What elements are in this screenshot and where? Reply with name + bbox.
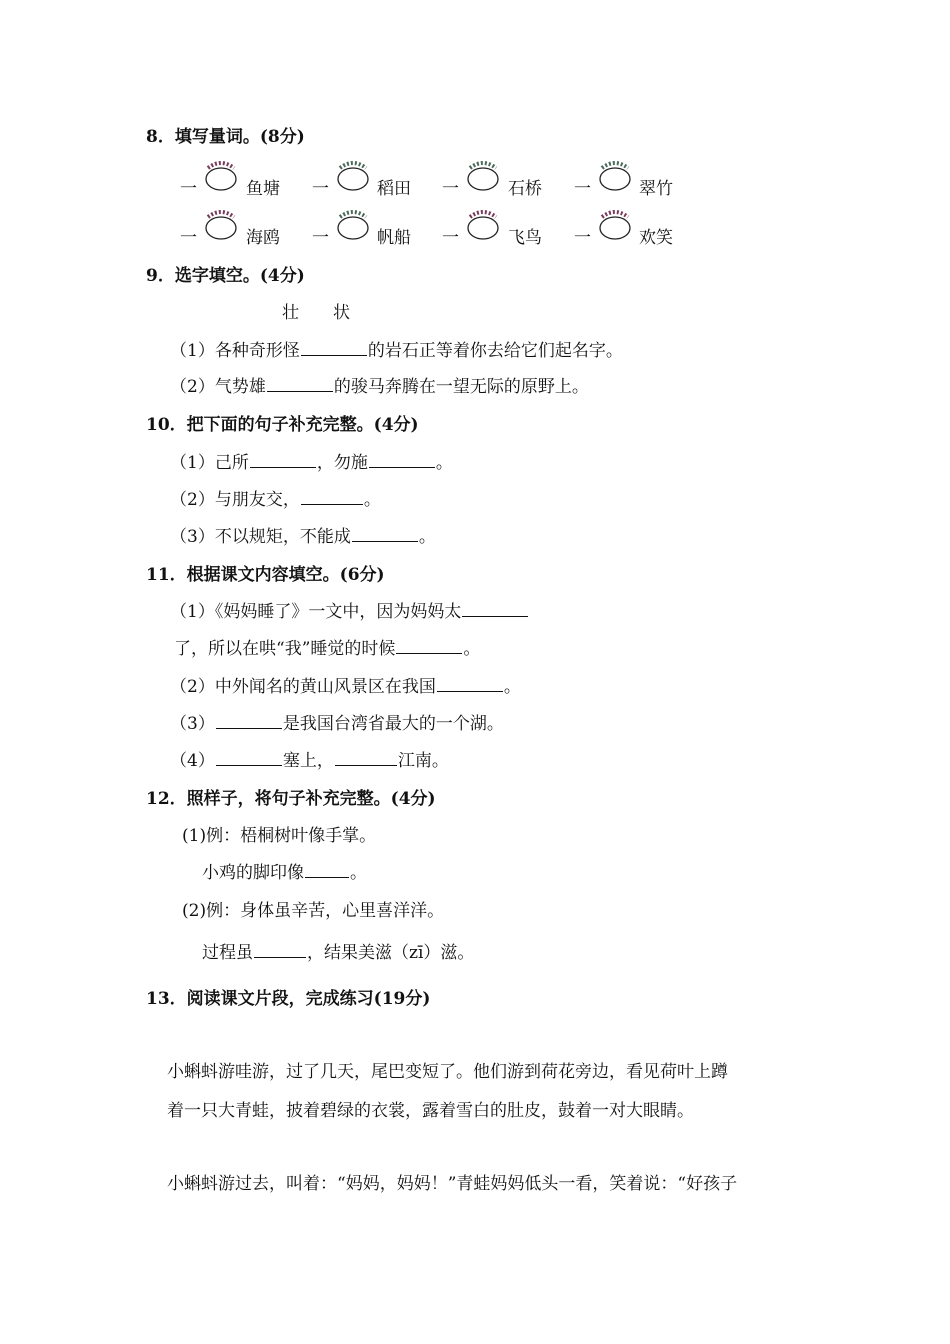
measure-word-oval[interactable]	[204, 160, 238, 192]
q8-item: 翠竹	[639, 179, 673, 199]
q9-sentence-2	[170, 372, 589, 397]
text: ，勿施	[316, 453, 368, 473]
measure-word-oval[interactable]	[466, 160, 500, 192]
q12-example-1: (1)例：梧桐树叶像手掌。	[182, 826, 377, 846]
q8-item: 鱼塘	[246, 179, 280, 199]
q11-sentence-1-line-2	[174, 634, 480, 659]
text: 。	[363, 490, 381, 510]
text: 了，所以在哄“我”睡觉的时候	[174, 639, 396, 659]
text: （1）《妈妈睡了》一文中，因为妈妈太	[170, 602, 462, 622]
q8-prefix: 一	[574, 228, 591, 248]
q12-title: 12．照样子，将句子补充完整。(4分)	[146, 789, 436, 809]
text: （2）中外闻名的黄山风景区在我国	[170, 677, 436, 697]
q9-sentence-1	[170, 336, 623, 361]
answer-blank[interactable]	[301, 486, 363, 505]
q11-title: 11．根据课文内容填空。(6分)	[146, 565, 385, 585]
q10-sentence-2	[170, 485, 381, 510]
text: ，结果美滋（zī）滋。	[307, 943, 475, 963]
q8-prefix: 一	[180, 228, 197, 248]
text: 。	[503, 677, 521, 697]
q8-item: 海鸥	[246, 228, 280, 248]
text: （2）气势雄	[170, 377, 266, 397]
answer-blank[interactable]	[396, 635, 462, 654]
q8-prefix: 一	[180, 179, 197, 199]
text: （4）	[170, 751, 215, 771]
text: （3）不以规矩，不能成	[170, 527, 351, 547]
text: 是我国台湾省最大的一个湖。	[282, 714, 504, 734]
answer-blank[interactable]	[267, 373, 333, 392]
measure-word-oval[interactable]	[204, 209, 238, 241]
q8-prefix: 一	[442, 179, 459, 199]
q9-choice-chars: 壮 状	[282, 303, 350, 323]
q11-sentence-1-line-1	[170, 597, 529, 622]
q12-answer-1	[202, 858, 367, 883]
passage-p1-line-1: 小蝌蚪游哇游，过了几天，尾巴变短了。他们游到荷花旁边，看见荷叶上蹲	[167, 1062, 728, 1082]
answer-blank[interactable]	[254, 939, 306, 958]
q8-item: 帆船	[377, 228, 411, 248]
text: （1）己所	[170, 453, 249, 473]
q8-title: 8．填写量词。(8分)	[146, 127, 305, 147]
answer-blank[interactable]	[335, 747, 397, 766]
text: 。	[350, 863, 367, 883]
text: 。	[418, 527, 436, 547]
passage-p1-line-2: 着一只大青蛙，披着碧绿的衣裳，露着雪白的肚皮，鼓着一对大眼睛。	[167, 1101, 694, 1121]
q8-prefix: 一	[574, 179, 591, 199]
measure-word-oval[interactable]	[336, 160, 370, 192]
text: 。	[435, 453, 453, 473]
q12-example-2: (2)例：身体虽辛苦，心里喜洋洋。	[182, 901, 445, 921]
q8-item: 稻田	[377, 179, 411, 199]
answer-blank[interactable]	[369, 449, 435, 468]
q8-prefix: 一	[442, 228, 459, 248]
q8-prefix: 一	[312, 179, 329, 199]
text: 过程虽	[202, 943, 253, 963]
q8-prefix: 一	[312, 228, 329, 248]
text: 的骏马奔腾在一望无际的原野上。	[333, 377, 589, 397]
answer-blank[interactable]	[216, 747, 282, 766]
measure-word-oval[interactable]	[466, 209, 500, 241]
q8-item: 飞鸟	[508, 228, 542, 248]
q11-sentence-3	[170, 709, 504, 734]
text: （3）	[170, 714, 215, 734]
measure-word-oval[interactable]	[336, 209, 370, 241]
answer-blank[interactable]	[352, 523, 418, 542]
answer-blank[interactable]	[216, 710, 282, 729]
text: （1）各种奇形怪	[170, 341, 300, 361]
text: 小鸡的脚印像	[202, 863, 304, 883]
q8-item: 石桥	[508, 179, 542, 199]
answer-blank[interactable]	[301, 337, 367, 356]
measure-word-oval[interactable]	[598, 209, 632, 241]
passage-p2-line-1: 小蝌蚪游过去，叫着：“妈妈，妈妈！”青蛙妈妈低头一看，笑着说：“好孩子	[167, 1174, 738, 1194]
q10-title: 10．把下面的句子补充完整。(4分)	[146, 415, 419, 435]
text: （2）与朋友交，	[170, 490, 300, 510]
answer-blank[interactable]	[462, 598, 528, 617]
q13-title: 13．阅读课文片段，完成练习(19分)	[146, 989, 431, 1009]
text: 塞上，	[282, 751, 334, 771]
q10-sentence-3	[170, 522, 436, 547]
answer-blank[interactable]	[250, 449, 316, 468]
q8-item: 欢笑	[639, 228, 673, 248]
q9-title: 9．选字填空。(4分)	[146, 266, 305, 286]
text: 的岩石正等着你去给它们起名字。	[367, 341, 623, 361]
text: 。	[463, 639, 481, 659]
q10-sentence-1	[170, 448, 453, 473]
answer-blank[interactable]	[437, 673, 503, 692]
text: 江南。	[397, 751, 449, 771]
q11-sentence-2	[170, 672, 521, 697]
q12-answer-2	[202, 938, 474, 963]
measure-word-oval[interactable]	[598, 160, 632, 192]
q11-sentence-4	[170, 746, 449, 771]
answer-blank[interactable]	[305, 859, 349, 878]
